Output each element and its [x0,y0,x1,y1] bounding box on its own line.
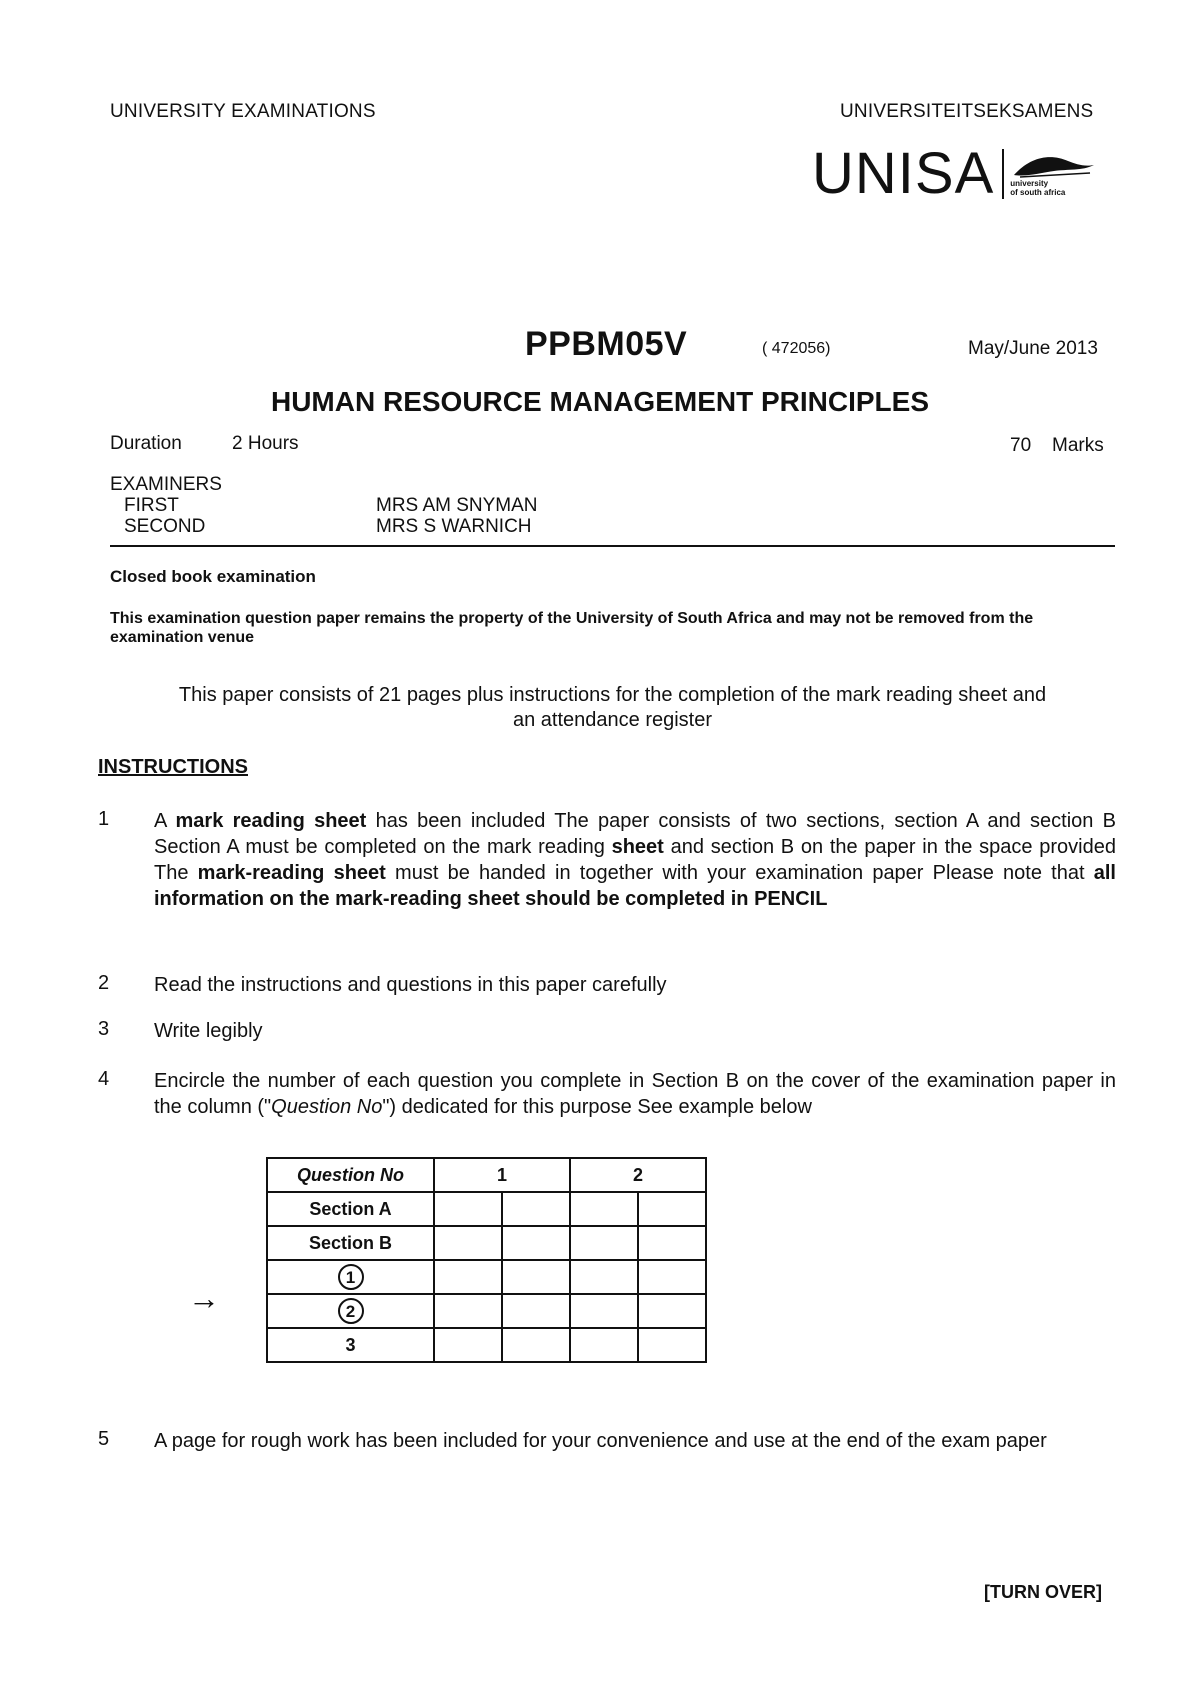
examiner-second-label: SECOND [124,516,206,537]
table-header-col-2: 2 [570,1158,706,1192]
circled-number-2: 2 [338,1298,364,1324]
pages-note-line-1: This paper consists of 21 pages plus instructions for the completion of the mark reading sheet and [178,684,1047,706]
emph-question-no: Question No [271,1096,383,1118]
marks-label: Marks [1052,435,1104,456]
table-row [267,1192,706,1226]
table-header-question-no: Question No [267,1158,434,1192]
instruction-item-4: Encircle the number of each question you complete in Section B on the cover of the examination paper in the column ("Question No") dedicated for this purpose See example below [154,1070,1116,1118]
marks-value: 70 [1010,435,1032,456]
examiner-first-name: MRS AM SNYMAN [376,495,538,516]
circled-number-1: 1 [338,1264,364,1290]
table-row [267,1226,706,1260]
turn-over-label: [TURN OVER] [984,1582,1102,1602]
header-left: UNIVERSITY EXAMINATIONS [110,101,376,122]
table-row [267,1260,706,1294]
logo-tagline-2: of south africa [1010,187,1066,197]
table-row [267,1294,706,1328]
pointer-arrow: → [188,1280,220,1316]
table-row-q1 [267,1260,434,1294]
table-row-q2 [267,1294,434,1328]
header-right: UNIVERSITEITSEKSAMENS [840,101,1094,122]
examiner-first-label: FIRST [124,495,179,516]
unisa-logo [812,140,1096,207]
instruction-number-1: 1 [98,808,110,830]
logo-divider [1002,149,1004,199]
duration-value: 2 Hours [232,433,299,454]
instruction-item-2: Read the instructions and questions in this paper carefully [154,974,667,996]
instruction-number-5: 5 [98,1428,110,1450]
emph-sheet: sheet [611,836,664,858]
table-row-section-a: Section A [267,1192,434,1226]
bird-wing-icon [1010,151,1096,179]
course-number: ( 472056) [762,340,831,357]
emph-pencil-note: all information on the mark-reading sheet should be completed in PENCIL [154,862,1116,910]
duration-label: Duration [110,433,182,454]
instruction-number-2: 2 [98,972,110,994]
emph-mark-reading-sheet-2: mark-reading sheet [197,862,386,884]
logo-emblem [1010,151,1096,197]
question-number-table [266,1157,707,1363]
table-row [267,1328,706,1362]
logo-tagline-1: university [1010,178,1049,188]
table-row-q3: 3 [267,1328,434,1362]
instructions-heading: INSTRUCTIONS [98,756,248,778]
course-code: PPBM05V [525,325,688,363]
emph-mark-reading-sheet: mark reading sheet [175,810,367,832]
table-row-section-b: Section B [267,1226,434,1260]
pages-note [110,683,1115,733]
instruction-item-5: A page for rough work has been included for your convenience and use at the end of the exam paper [154,1430,1047,1452]
property-note: This examination question paper remains the property of the University of South Africa and may not be removed from the examination venue [110,610,1034,646]
exam-session: May/June 2013 [968,338,1098,359]
header-divider [110,545,1115,547]
examiners-heading: EXAMINERS [110,474,222,495]
table-row [267,1158,706,1192]
logo-wordmark: UNISA [812,141,995,206]
course-title: HUMAN RESOURCE MANAGEMENT PRINCIPLES [270,386,930,417]
table-header-col-1: 1 [434,1158,570,1192]
instruction-item-1: A mark reading sheet has been included The paper consists of two sections, section A and section B Section A must be completed on the mark reading sheet and section B on the paper in the space provided The mark-reading sheet must be handed in together with your examination paper Please note that all information on the mark-reading sheet should be completed in PENCIL [154,810,1117,910]
instruction-number-3: 3 [98,1018,110,1040]
examiner-second-name: MRS S WARNICH [376,516,532,537]
instruction-item-3: Write legibly [154,1020,263,1042]
instruction-number-4: 4 [98,1068,110,1090]
closed-book-note: Closed book examination [110,567,316,586]
pages-note-line-2: an attendance register [512,709,713,731]
